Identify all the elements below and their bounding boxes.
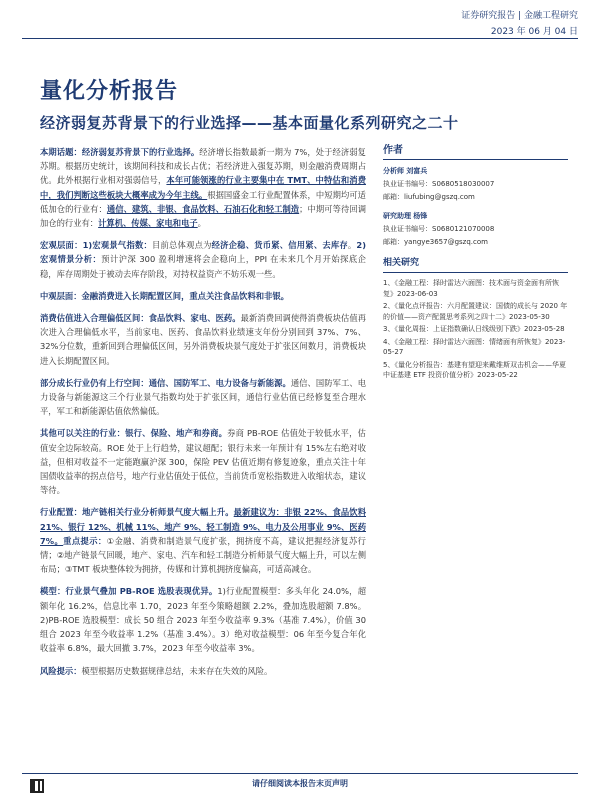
report-title: 经济弱复苏背景下的行业选择——基本面量化系列研究之二十 (40, 114, 459, 132)
core-text-2: 根据国盛金工行业配置体系，中短期均可适低加仓的行业有： (40, 189, 366, 214)
section-label: 宏观层面： (40, 240, 83, 251)
section-other (40, 426, 366, 497)
config-tip-label: 重点提示： (63, 535, 107, 546)
core-text-4: 。 (197, 218, 206, 229)
analyst-role: 分析师 (383, 167, 404, 175)
footer-divider (22, 773, 578, 774)
section-model (40, 584, 366, 655)
analyst-email[interactable]: 邮箱：liufubing@gszq.com (383, 193, 475, 201)
core-highlight: 本年可能领涨的行业主要集中在 TMT、中特估和消费中，我们判断这些板块大概率成为今年主线。 (40, 175, 366, 200)
consume-text: 最新消费回调使得消费板块估值再次进入合理偏低水平，当前家电、医药、食品饮料业绩速支年份分别回到 37%、7%、32%分位数，重新回到合理偏低区间，另外消费板块景气度处于扩张区间数月，消费板块进入长期配置区间。 (40, 313, 366, 366)
section-label: 中观层面： (40, 290, 82, 301)
core-text-3: ；中期可等待回调加仓的行业有： (40, 203, 366, 229)
analyst-cert: 执业证书编号：S0680518030007 (383, 180, 495, 188)
report-type-title: 量化分析报告 (40, 79, 179, 104)
section-label: 其他可以关注的行业： (40, 428, 126, 439)
related-report-link[interactable]: 2、《量化点评报告：六月配置建议：国债的成长与 2020 年的价值——资产配置思考系列之四十二》2023-05-30 (383, 302, 568, 321)
analyst-person: 刘富兵 (406, 167, 428, 175)
assistant-person: 杨锋 (413, 212, 428, 220)
header-divider (22, 38, 578, 39)
analyst-name (383, 166, 568, 177)
core-industries-short: 通信、建筑、非银、食品饮料、石油石化和轻工制造 (106, 203, 300, 214)
assistant-role: 研究助理 (383, 212, 411, 220)
growth-text: 通信、国防军工、电力设备与新能源这三个行业景气指数均处于扩张区间，通信行业估值已经修复至合理水平，军工和新能源估值依然偏低。 (40, 377, 366, 417)
section-label: 行业配置： (40, 507, 83, 518)
section-macro (40, 238, 366, 281)
consume-industries: 食品饮料、家电、医药。 (148, 313, 241, 324)
mid-text: 金融消费进入长期配置区间，重点关注食品饮料和非银。 (81, 290, 289, 301)
section-label: 模型：行业景气叠加 PB-ROE 选股表现优异。 (40, 586, 218, 597)
related-report-link[interactable]: 3、《量化周报：上证指数确认日线级别下跌》2023-05-28 (383, 325, 565, 333)
other-industries: 银行、保险、地产和券商。 (125, 428, 228, 439)
core-text: 经济增长指数最新一期为 7%，处于经济弱复苏期。根据历史统计，该期间科技和成长占优；若经济进入强复苏期，则金融消费周期占优。此外根据行业相对强弱信号， (40, 147, 366, 186)
macro-scenario-label: 2)宏观情景分析： (40, 240, 366, 265)
section-label: 部分成长行业仍有上行空间： (40, 377, 149, 388)
report-date: 2023 年 06 月 04 日 (490, 27, 578, 37)
macro-index-label: 1)宏观景气指数： (82, 240, 152, 251)
section-core (40, 145, 366, 230)
section-mid (40, 289, 366, 303)
config-headline: 地产链相关行业分析师景气度大幅上升。 (82, 507, 234, 518)
growth-industries: 通信、国防军工、电力设备与新能源。 (148, 377, 291, 388)
assistant-email[interactable]: 邮箱：yangye3657@gszq.com (383, 238, 488, 246)
section-config (40, 505, 366, 576)
macro-text-2: 。 (347, 240, 357, 251)
risk-text: 模型根据历史数据规律总结，未来存在失效的风险。 (81, 665, 273, 676)
related-report-link[interactable]: 5、《量化分析报告：基建有望迎来戴维斯双击机会——华夏中证基建 ETF 投资价值分析》2023-05-22 (383, 360, 566, 379)
section-label: 风险提示： (40, 665, 82, 676)
macro-scenario-text: 预计沪深 300 盈利增速将会企稳向上，PPI 在未来几个月开始探底企稳，库存周期处于被动去库存阶段，对持权益资产不妨乐观一些。 (40, 254, 366, 279)
section-label: 消费估值进入合理偏低区间： (40, 313, 149, 324)
macro-view: 经济企稳、货币紧、信用紧、去库存 (211, 240, 348, 251)
sidebar (383, 145, 568, 383)
related-report-link[interactable]: 4、《金融工程：择时雷达六面图：情绪面有所恢复》2023-05-27 (383, 337, 566, 356)
core-industries-mid: 计算机、传媒、家电和电子 (98, 218, 198, 229)
assistant-cert: 执业证书编号：S0680121070008 (383, 225, 495, 233)
core-topic: 经济弱复苏背景下的行业选择。 (81, 147, 200, 157)
model-text: 1)行业配置模型：多头年化 24.0%，超额年化 16.2%，信息比率 1.70，2023 年至今策略超额 2.2%，叠加选股超额 7.8%。2)PB-ROE 选股模型：成长 50 组合 2023 年至今收益率 9.3%（基准 7.4%），价值 30 组合 2023 年至今收益率 1.2%（基准 3.4%）。3）绝对收益模型：06 年至今复合年化收益率 6.8%，最大回撤 3.7%，2023 年至今收益率 3%。 (40, 586, 366, 654)
report-category: 证券研究报告 | 金融工程研究 (461, 11, 578, 21)
assistant-name (383, 211, 568, 222)
authors-heading: 作者 (383, 145, 568, 160)
section-growth (40, 376, 366, 419)
related-report-link[interactable]: 1、《金融工程：择时雷达六面图：技术面与资金面有所恢复》2023-06-03 (383, 279, 559, 298)
config-tips: ①金融、消费和制造景气度扩张，拥挤度不高，建议把握经济复苏行情；②地产链景气回暖，地产、家电、汽车和轻工制造分析师景气度大幅上升，可以左侧布局；③TMT 板块整体较为拥挤，传媒和计算机拥挤度偏高，可适高减仓。 (40, 535, 366, 575)
macro-text: 目前总体观点为 (152, 240, 212, 251)
footer-disclaimer: 请仔细阅读本报告末页声明 (252, 779, 348, 788)
related-heading: 相关研究 (383, 258, 568, 273)
section-risk (40, 664, 366, 678)
config-weights: 最新建议为：非银 22%、食品饮料 21%、银行 12%、机械 11%、地产 9%、轻工制造 9%、电力及公用事业 9%、医药 7%。 (40, 507, 366, 546)
main-content (40, 145, 366, 686)
other-text: 券商 PB-ROE 估值处于较低水平，估值安全边际较高。ROE 处于上行趋势，建议超配；银行未来一年预计有 15%左右绝对收益，但相对收益不一定能跑赢沪深 300，保险 PEV 估值近期有修复迹象，重点关注十年国债收益率的拐点信号，地产行业估值处于低位，当前货币宽松指数进入收缩状态，建议等待。 (40, 428, 366, 496)
section-consume (40, 311, 366, 368)
section-label: 本期话题： (40, 147, 82, 157)
